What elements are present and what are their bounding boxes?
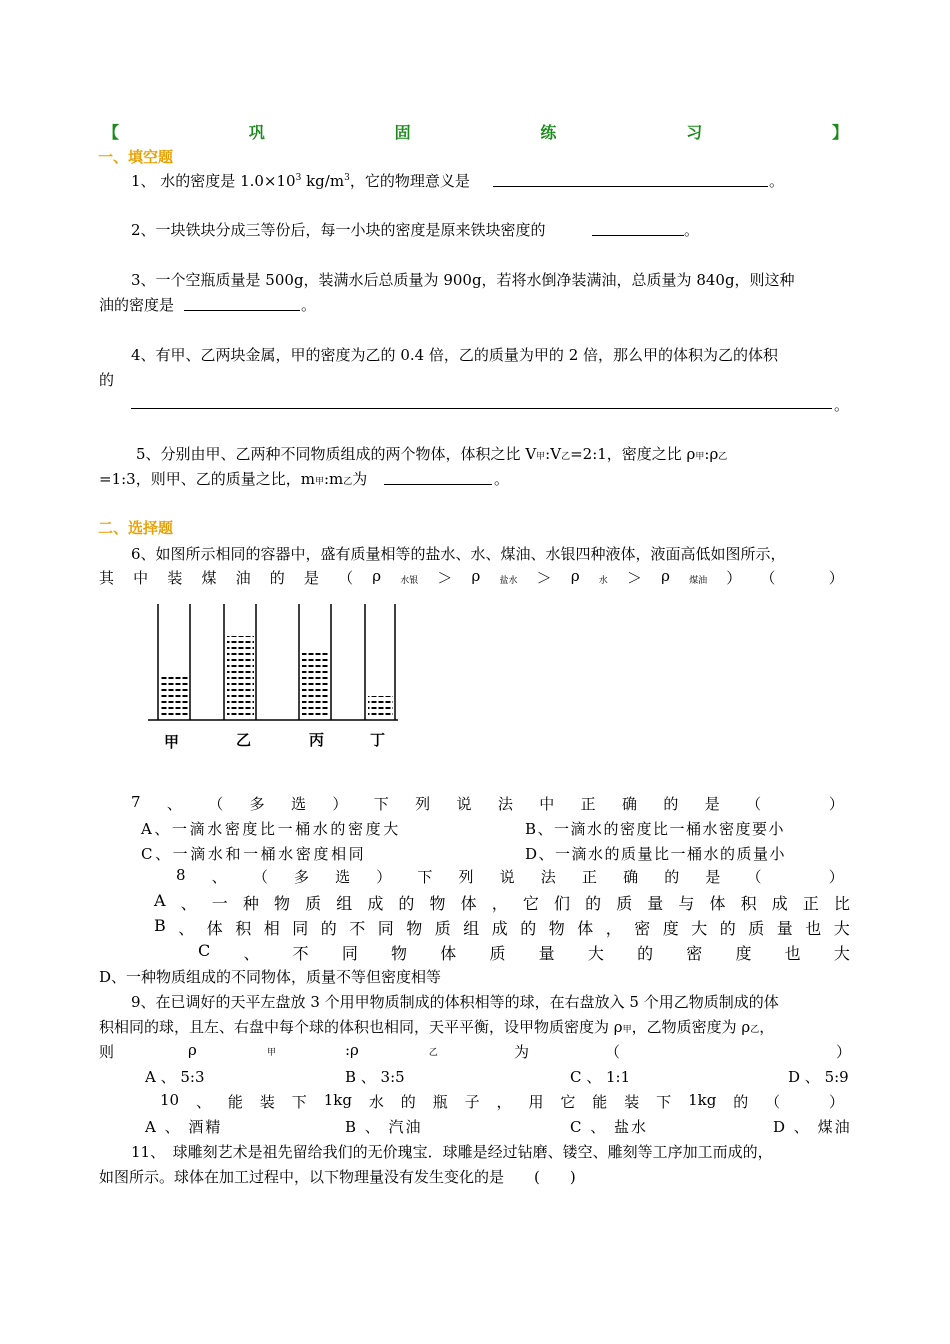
option-b[interactable]: B 、 汽油: [345, 1118, 423, 1136]
liquid-jia: [161, 676, 188, 718]
label-bing: 丙: [309, 731, 325, 749]
option-a[interactable]: A 、 一 种 物 质 组 成 的 物 体 ， 它 们 的 质 量 与 体 积 成 正 比: [154, 891, 850, 913]
option-a[interactable]: A、一滴水密度比一桶水的密度大: [141, 820, 401, 838]
question-6-line-2: 其 中 装 煤 油 的 是 （ ρ 水银 ＞ ρ 盐水 ＞ ρ 水 ＞ ρ 煤油 ） （ ）: [99, 567, 844, 587]
question-10-stem: 10 、 能 装 下 1kg 水 的 瓶 子 ， 用 它 能 装 下 1kg 的 （ ）: [160, 1091, 844, 1111]
practice-heading: [103, 120, 848, 143]
heading-bracket-right: 】: [831, 123, 848, 142]
option-b[interactable]: B 、 3:5: [345, 1068, 405, 1086]
answer-blank[interactable]: [592, 235, 684, 236]
paren-close: ）: [836, 1043, 852, 1061]
liquid-containers-diagram: [140, 598, 410, 750]
question-11-line-2: 如图所示。球体在加工过程中，以下物理量没有发生变化的是 ( ): [99, 1168, 576, 1186]
option-d[interactable]: D、一种物质组成的不同物体，质量不等但密度相等: [99, 968, 442, 986]
liquid-ding: [368, 696, 393, 718]
question-9-line-3-a: 则: [99, 1043, 115, 1061]
answer-blank[interactable]: [184, 310, 300, 311]
section-title-fill-blank: 一、填空题: [98, 148, 174, 166]
option-a[interactable]: A 、 5:3: [145, 1068, 205, 1086]
container-jia: [158, 604, 190, 720]
question-3-line-1: 3、一个空瓶质量是 500g，装满水后总质量为 900g，若将水倒净装满油，总质量为 840g，则这种: [131, 271, 795, 289]
question-9-line-1: 9、在已调好的天平左盘放 3 个用甲物质制成的体积相等的球，在右盘放入 5 个用乙物质制成的体: [131, 993, 779, 1011]
question-7-stem: 7 、 （ 多 选 ） 下 列 说 法 中 正 确 的 是 （ ）: [131, 793, 844, 813]
answer-blank[interactable]: [131, 408, 832, 409]
label-yi: 乙: [236, 731, 252, 749]
container-bing: [299, 604, 331, 720]
liquid-yi: [227, 636, 254, 718]
liquid-bing: [302, 650, 329, 718]
heading-char: 习: [686, 123, 703, 142]
option-d[interactable]: D 、 煤油: [773, 1118, 852, 1136]
option-c[interactable]: C 、 盐水: [570, 1118, 649, 1136]
question-9-wei: 为: [514, 1043, 530, 1061]
heading-char: 练: [540, 123, 557, 142]
option-b[interactable]: B、一滴水的密度比一桶水密度要小: [525, 820, 786, 838]
question-9-line-2: 积相同的球，且左、右盘中每个球的体积也相同，天平平衡，设甲物质密度为 ρ甲，乙物质密度为 ρ乙，: [99, 1018, 775, 1036]
answer-blank[interactable]: [493, 186, 768, 187]
question-5-line-2: =1:3，则甲、乙的质量之比，m甲:m乙为: [99, 470, 368, 488]
question-2: 2、一块铁块分成三等份后，每一小块的密度是原来铁块密度的: [131, 221, 546, 239]
heading-char: 固: [394, 123, 411, 142]
question-4-line-2: 的: [99, 371, 115, 389]
section-title-choice: 二、选择题: [98, 519, 174, 537]
option-d[interactable]: D、一滴水的质量比一桶水的质量小: [525, 845, 787, 863]
question-11-line-1: 11、 球雕刻艺术是祖先留给我们的无价瑰宝．球雕是经过钻磨、镂空、雕刻等工序加工而成的，: [131, 1143, 773, 1161]
question-6-line-1: 6、如图所示相同的容器中，盛有质量相等的盐水、水、煤油、水银四种液体，液面高低如图所示，: [131, 545, 786, 563]
option-d[interactable]: D 、 5:9: [788, 1068, 849, 1086]
period: 。: [769, 172, 785, 190]
option-c[interactable]: C 、 不 同 物 体 质 量 大 的 密 度 也 大: [198, 941, 850, 963]
question-1: 1、 水的密度是 $1.0\times 10^3$ $kg/m^3$，它的物理意义是: [131, 172, 470, 190]
question-4-line-1: 4、有甲、乙两块金属，甲的密度为乙的 0.4 倍，乙的质量为甲的 2 倍，那么甲的体积为乙的体积: [131, 346, 779, 364]
question-8-stem: 8 、 （ 多 选 ） 下 列 说 法 正 确 的 是 （ ）: [176, 866, 844, 886]
answer-blank[interactable]: [384, 484, 492, 485]
question-3-line-2: 油的密度是: [99, 296, 175, 314]
option-c[interactable]: C 、 1:1: [570, 1068, 631, 1086]
rho-yi: :ρ 乙: [345, 1041, 438, 1059]
label-ding: 丁: [370, 731, 386, 749]
heading-char: 巩: [248, 123, 265, 142]
paren-open: （: [605, 1043, 621, 1061]
question-5-line-1: 5、分别由甲、乙两种不同物质组成的两个物体，体积之比 V甲:V乙=2:1，密度之比 ρ甲:ρ乙: [136, 445, 728, 463]
option-c[interactable]: C、一滴水和一桶水密度相同: [141, 845, 367, 863]
period: 。: [301, 296, 317, 314]
period: 。: [494, 470, 510, 488]
container-yi: [224, 604, 256, 720]
rho-jia: ρ 甲: [188, 1041, 276, 1059]
period: 。: [834, 396, 850, 414]
heading-bracket-left: 【: [103, 123, 120, 142]
period: 。: [684, 221, 700, 239]
option-a[interactable]: A 、 酒精: [145, 1118, 223, 1136]
container-ding: [365, 604, 395, 720]
label-jia: 甲: [164, 733, 180, 751]
option-b[interactable]: B 、 体 积 相 同 的 不 同 物 质 组 成 的 物 体 ， 密 度 大 的 质 量 也 大: [154, 916, 850, 938]
